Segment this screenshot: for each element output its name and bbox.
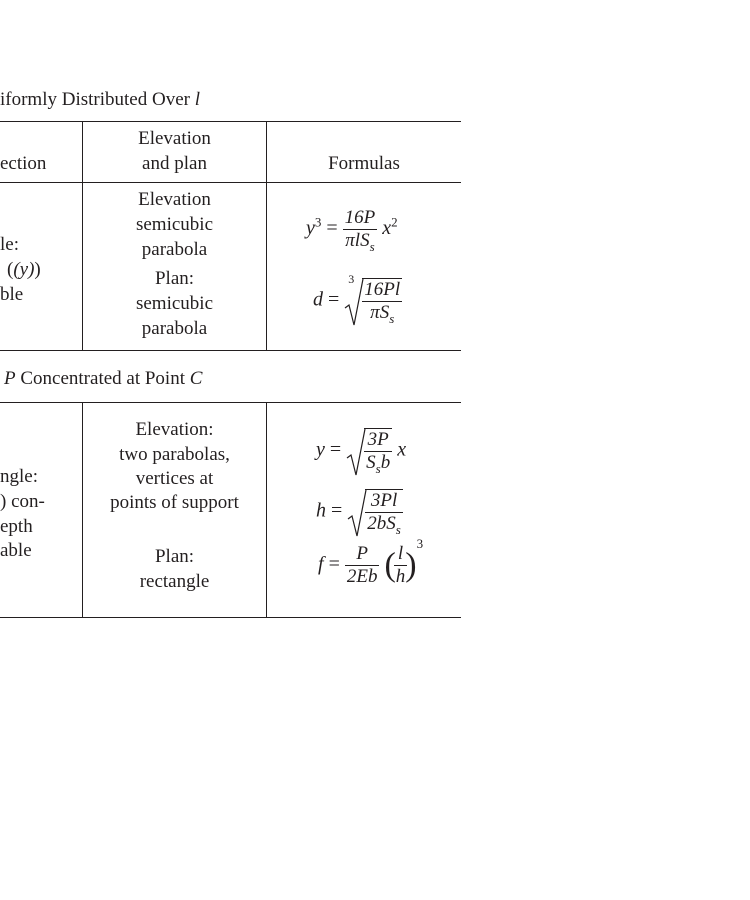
row1-elevation-label: Elevation [138,189,211,210]
row1-elevation-desc: parabola [141,239,208,260]
row2-elevation-label: Elevation: [135,419,214,440]
col-divider-2-bottom [266,402,267,617]
row2-col1-line: epth [0,516,33,537]
row2-formula-h: h = $\frac{3Pl}{2bS_s}$ [316,490,401,537]
header-section: ection [0,153,47,174]
row1-plan-label: Plan: [154,268,195,289]
row1-formula-y-cubed: $y^3$ = $\frac{16P}{\pi lS_s}$ $x^2$ [306,207,398,254]
row2-formula-y: y = $\frac{3P}{S_sb}$ x [316,429,407,476]
rule-header-bottom [0,182,461,183]
row2-col1-line: able [0,540,32,561]
header-formulas: Formulas [328,153,400,174]
section-heading-text: iformly Distributed Over [0,89,195,110]
section-heading-uniform-load [0,89,200,111]
row1-col1-line: ble [0,284,24,305]
row2-col1-line: ) con- [0,491,45,512]
row2-col1-line: ngle: [0,466,38,487]
row1-col1-line: le: [0,234,19,255]
header-elevation: Elevation [138,128,211,149]
row1-plan-desc: parabola [141,318,208,339]
row1-elevation-desc: semicubic [135,214,214,235]
row1-plan-desc: semicubic [135,293,214,314]
square-root-sign: $\frac{3Pl}{2bS_s}$ [347,489,403,535]
rule-row1-bottom [0,350,461,351]
rule-top [0,121,461,122]
section-heading-concentrated-load: P Concentrated at Point C [4,368,203,389]
square-root-sign: $\frac{3P}{S_sb}$ [346,428,392,474]
row2-formula-f: f = $\frac{P}{2Eb}$ ( $\frac{l}{h}$ )$^3$ [318,536,424,587]
row2-plan-desc: rectangle [139,571,210,592]
rule-table-bottom [0,617,461,618]
row2-elevation-desc: two parabolas, [119,444,230,465]
header-and-plan: and plan [142,153,207,174]
rule-section2-top [0,402,461,403]
cube-root-sign: 3 $\frac{16Pl}{\pi S_s}$ [344,278,402,324]
row2-elevation-desc: vertices at [135,468,214,489]
row1-col1-line: ((y)) [7,259,41,280]
section-heading-var: l [194,89,200,110]
row1-formula-d: d = 3 $\frac{16Pl}{\pi S_s}$ [313,272,401,326]
row2-plan-label: Plan: [154,546,195,567]
row2-elevation-desc: points of support [110,492,239,513]
